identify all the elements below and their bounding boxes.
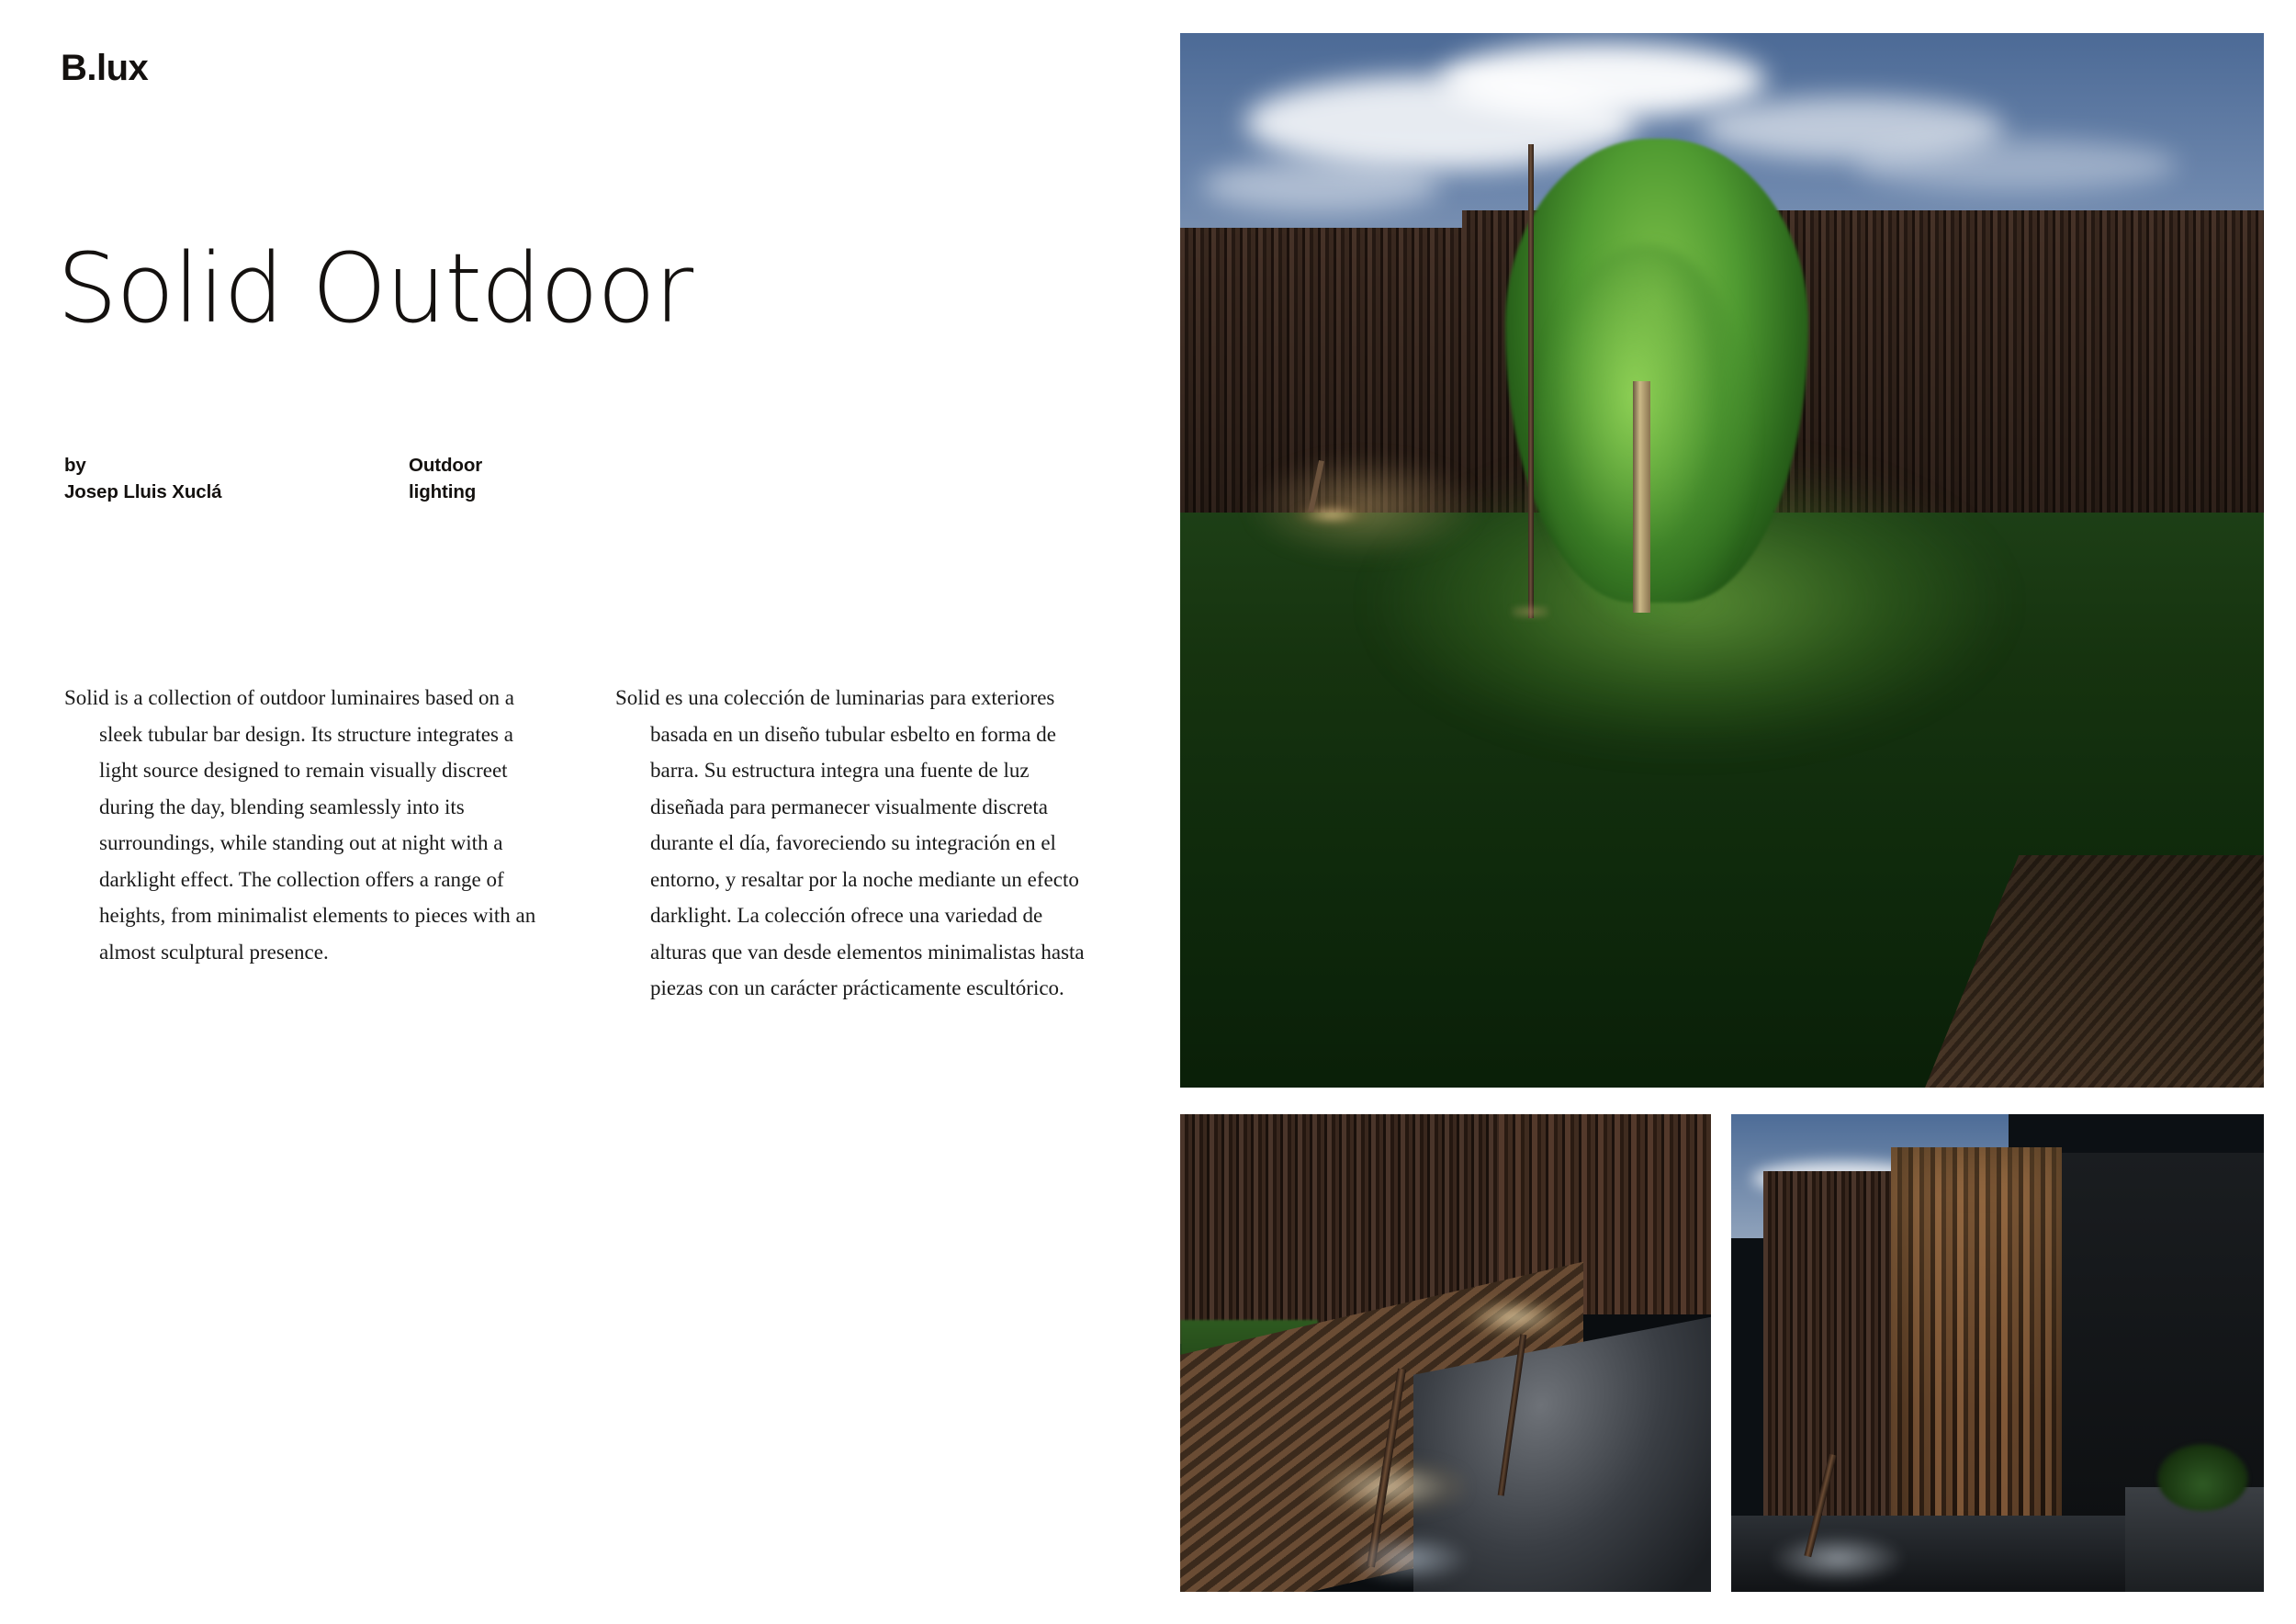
deck-scene-illustration xyxy=(1180,1114,1711,1592)
credit-category-line1: Outdoor xyxy=(409,455,483,476)
image-deck-pathway-night xyxy=(1180,1114,1711,1592)
stake-luminaire-light-pool xyxy=(1773,1535,1901,1583)
credit-category-line2: lighting xyxy=(409,481,477,503)
credit-designer-name: Josep Lluis Xuclá xyxy=(64,481,222,503)
body-text-columns xyxy=(64,680,1102,1007)
credits-block xyxy=(64,452,482,505)
cloud-shape xyxy=(1202,160,1441,212)
cloud-shape xyxy=(1440,43,1765,117)
pole-luminaire-light-pool xyxy=(1512,605,1548,618)
body-paragraph-es: Solid es una colección de luminarias para exteriores basada en un diseño tubular esbelto en forma de barra. Su estructura integra una fuente de luz diseñada para permanecer visualmente discreta durante el día, favoreciendo su integración en el entorno, y resaltar por la noche mediante un efecto darklight. La colección ofrece una variedad de alturas que van desde elementos minimalistas hasta piezas con un carácter prácticamente escultórico. xyxy=(615,686,1085,1000)
image-main-garden-night xyxy=(1180,33,2264,1088)
light-pool-upper xyxy=(1457,1296,1573,1339)
body-text-english xyxy=(64,680,551,1007)
body-text-spanish xyxy=(615,680,1102,1007)
credit-designer xyxy=(64,452,409,505)
timber-slat-wall-left xyxy=(1763,1171,1912,1562)
cloud-shape xyxy=(1852,139,2178,191)
main-scene-illustration xyxy=(1180,33,2264,1088)
tree-trunk xyxy=(1633,381,1650,614)
light-pool-lower xyxy=(1350,1535,1467,1583)
brand-logo: B.lux xyxy=(61,48,149,88)
image-timber-facade-night xyxy=(1731,1114,2264,1592)
credit-category xyxy=(409,452,482,505)
credit-by-label: by xyxy=(64,455,86,476)
pole-luminaire xyxy=(1528,144,1534,619)
stake-luminaire-light-pool xyxy=(1294,503,1370,526)
facade-scene-illustration xyxy=(1731,1114,2264,1592)
page-title: Solid Outdoor xyxy=(57,231,692,344)
planter-shrub xyxy=(2157,1444,2248,1511)
column-warm-glow xyxy=(1891,1147,2062,1577)
body-paragraph-en: Solid is a collection of outdoor luminaires based on a sleek tubular bar design. Its structure integrates a light source designed to remain visually discreet during the day, blending seamlessly into its surroundings, while standing out at night with a darklight effect. The collection offers a range of heights, from minimalist elements to pieces with an almost sculptural presence. xyxy=(64,686,536,964)
